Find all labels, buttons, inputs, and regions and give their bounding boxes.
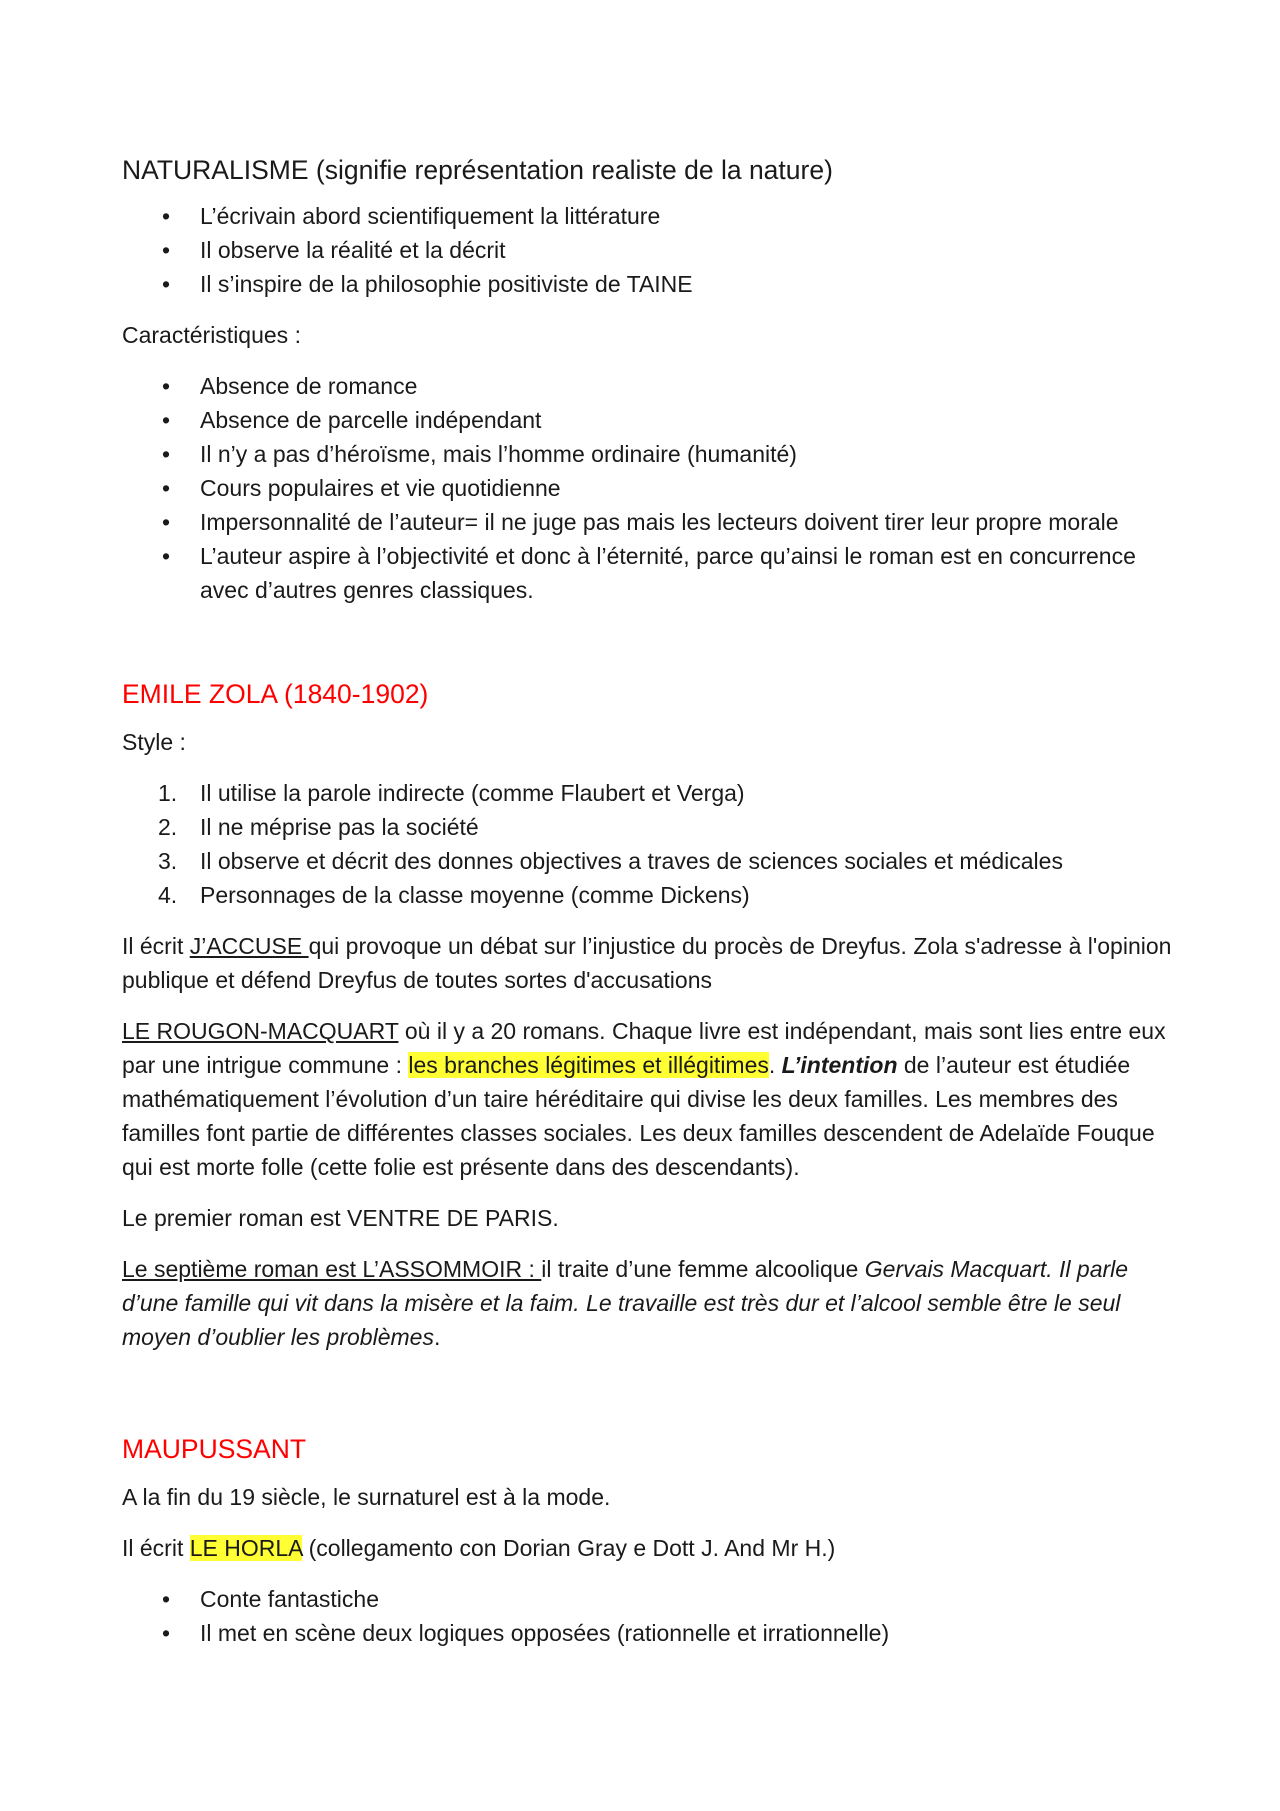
- zola-heading: EMILE ZOLA (1840-1902): [122, 679, 429, 709]
- spacer: [122, 1371, 1180, 1429]
- list-number: 4.: [158, 882, 178, 908]
- list-item: • L’écrivain abord scientifiquement la littérature: [122, 199, 1180, 233]
- style-numbered-list: [122, 776, 1180, 912]
- rougon-title: LE ROUGON-MACQUART: [122, 1018, 399, 1044]
- naturalisme-bullet-list: [122, 199, 1180, 301]
- naturalisme-heading: NATURALISME (signifie représentation realiste de la nature): [122, 155, 833, 185]
- jaccuse-paragraph: Il écrit J’ACCUSE qui provoque un débat sur l’injustice du procès de Dreyfus. Zola s'adresse à l'opinion publique et défend Dreyfus de toutes sortes d'accusations: [122, 933, 1172, 993]
- characteristics-label: Caractéristiques :: [122, 322, 301, 348]
- jaccuse-title: J’ACCUSE: [189, 933, 309, 959]
- list-number: 3.: [158, 848, 178, 874]
- list-number: 2.: [158, 814, 178, 840]
- list-item: 3. Il observe et décrit des donnes objectives a traves de sciences sociales et médicales: [122, 844, 1180, 878]
- list-item: 2. Il ne méprise pas la société: [122, 810, 1180, 844]
- bullet-icon: •: [162, 1586, 171, 1612]
- horla-paragraph: Il écrit LE HORLA (collegamento con Dorian Gray e Dott J. And Mr H.): [122, 1535, 836, 1561]
- bullet-icon: •: [162, 373, 171, 399]
- list-item: • Il met en scène deux logiques opposées (rationnelle et irrationnelle): [122, 1616, 1180, 1650]
- maupussant-heading: MAUPUSSANT: [122, 1434, 307, 1464]
- bullet-icon: •: [162, 271, 171, 297]
- highlighted-text: les branches légitimes et illégitimes: [408, 1052, 769, 1078]
- list-item: • Absence de parcelle indépendant: [122, 403, 1180, 437]
- highlighted-text: LE HORLA: [189, 1535, 303, 1561]
- list-item: • Impersonnalité de l’auteur= il ne juge pas mais les lecteurs doivent tirer leur propre morale: [122, 505, 1180, 539]
- list-number: 1.: [158, 780, 178, 806]
- spacer: [122, 624, 1180, 674]
- bullet-icon: •: [162, 203, 171, 229]
- bullet-icon: •: [162, 543, 171, 569]
- emphasis-text: L’intention: [781, 1052, 898, 1078]
- bullet-icon: •: [162, 475, 171, 501]
- bullet-icon: •: [162, 237, 171, 263]
- list-item: • Cours populaires et vie quotidienne: [122, 471, 1180, 505]
- style-label: Style :: [122, 729, 186, 755]
- list-item: • Il s’inspire de la philosophie positiviste de TAINE: [122, 267, 1180, 301]
- bullet-icon: •: [162, 441, 171, 467]
- premier-roman-paragraph: Le premier roman est VENTRE DE PARIS.: [122, 1205, 559, 1231]
- maupussant-bullet-list: [122, 1582, 1180, 1650]
- list-item: 1. Il utilise la parole indirecte (comme Flaubert et Verga): [122, 776, 1180, 810]
- assommoir-paragraph: Le septième roman est L’ASSOMMOIR : il traite d’une femme alcoolique Gervais Macquart. Il parle d’une famille qui vit dans la misère et la faim. Le travaille est très dur et l’alcool semble être le seul moyen d’oublier les problèmes.: [122, 1256, 1129, 1350]
- bullet-icon: •: [162, 407, 171, 433]
- list-item: • Il observe la réalité et la décrit: [122, 233, 1180, 267]
- bullet-icon: •: [162, 509, 171, 535]
- characteristics-list: [122, 369, 1180, 607]
- list-item: • Conte fantastiche: [122, 1582, 1180, 1616]
- list-item: • Il n’y a pas d’héroïsme, mais l’homme ordinaire (humanité): [122, 437, 1180, 471]
- assommoir-title: Le septième roman est L’ASSOMMOIR :: [122, 1256, 542, 1282]
- bullet-icon: •: [162, 1620, 171, 1646]
- maupussant-intro: A la fin du 19 siècle, le surnaturel est à la mode.: [122, 1484, 611, 1510]
- list-item: 4. Personnages de la classe moyenne (comme Dickens): [122, 878, 1180, 912]
- list-item: • Absence de romance: [122, 369, 1180, 403]
- list-item: • L’auteur aspire à l’objectivité et donc à l’éternité, parce qu’ainsi le roman est en concurrence avec d’autres genres classiques.: [122, 539, 1180, 607]
- rougon-paragraph: LE ROUGON-MACQUART où il y a 20 romans. Chaque livre est indépendant, mais sont lies entre eux par une intrigue commune : les branches légitimes et illégitimes. L’intention de l’auteur est étudiée mathématiquement l’évolution d’un taire héréditaire qui divise les deux familles. Les membres des familles font partie de différentes classes sociales. Les deux familles descendent de Adelaïde Fouque qui est morte folle (cette folie est présente dans des descendants).: [122, 1018, 1166, 1180]
